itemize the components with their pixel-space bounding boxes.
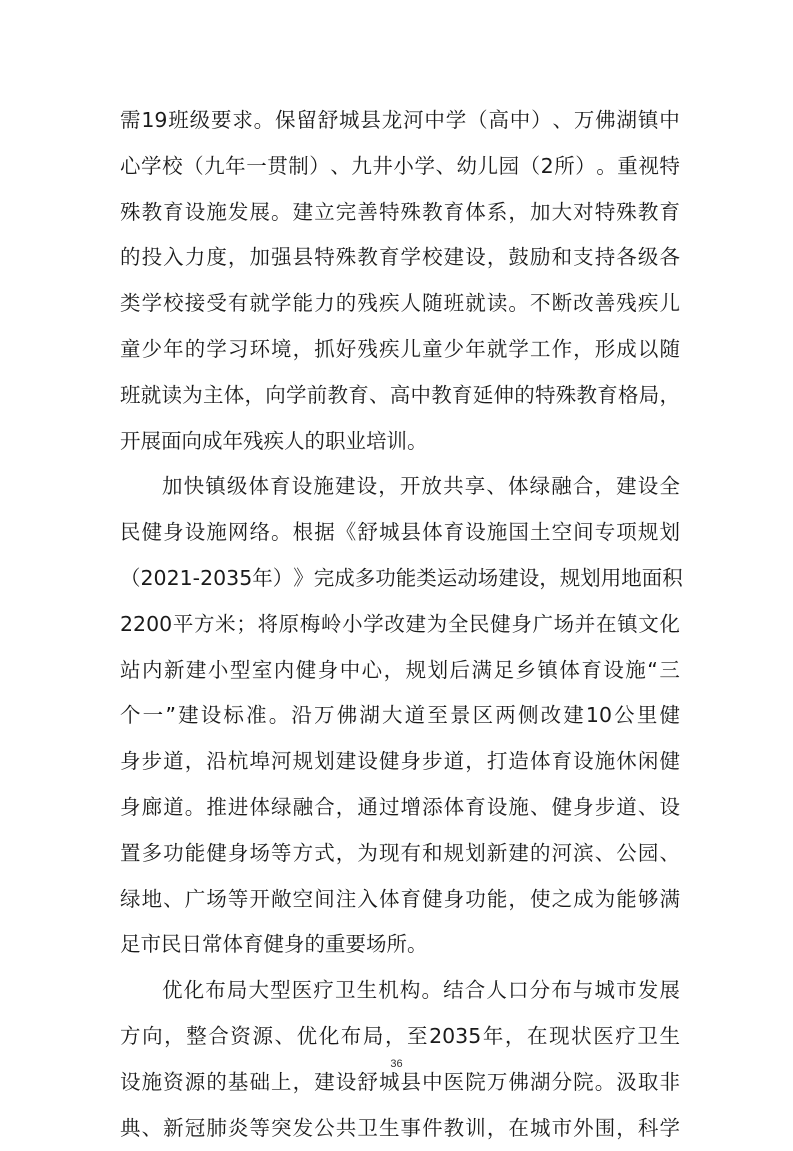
text-line: 置 多 功 能 健 身 场 等 方 式 ， 为 现 有 和 规 划 新 建 的 河 滨 、 公 园 、 xyxy=(120,840,680,865)
text-line: 方 向 ， 整 合 资 源 、 优 化 布 局 ， 至 2035 年 ， 在 现 状 医 疗 卫 生 xyxy=(120,1023,680,1048)
text-line: 需 19 班 级 要 求 。 保 留 舒 城 县 龙 河 中 学 （ 高 中 ） 、 万 佛 湖 镇 中 xyxy=(120,108,680,132)
text-line: 加 快 镇 级 体 育 设 施 建 设 ， 开 放 共 享 、 体 绿 融 合 ， 建 设 全 xyxy=(162,474,680,499)
text-line: 绿 地 、 广 场 等 开 敞 空 间 注 入 体 育 健 身 功 能 ， 使 之 成 为 能 够 满 xyxy=(120,886,680,911)
text-line: 殊 教 育 设 施 发 展 。 建 立 完 善 特 殊 教 育 体 系 ， 加 大 对 特 殊 教 育 xyxy=(120,199,680,224)
text-line: 典 、 新 冠 肺 炎 等 突 发 公 共 卫 生 事 件 教 训 ， 在 城 市 外 围 ， 科 学 xyxy=(120,1115,680,1140)
text-line: （ 2021-2035 年 ） 》 完 成 多 功 能 类 运 动 场 建 设 ， 规 划 用 地 面 积 xyxy=(120,565,683,590)
text-line: 的 投 入 力 度 ， 加 强 县 特 殊 教 育 学 校 建 设 ， 鼓 励 和 支 持 各 级 各 xyxy=(120,245,680,270)
text-line: 班 就 读 为 主 体 ， 向 学 前 教 育 、 高 中 教 育 延 伸 的 特 殊 教 育 格 局 ， xyxy=(120,382,680,407)
text-line: 童 少 年 的 学 习 环 境 ， 抓 好 残 疾 儿 童 少 年 就 学 工 作 ， 形 成 以 随 xyxy=(120,336,680,361)
text-line: 足市民日常体育健身的重要场所。 xyxy=(120,932,428,957)
text-line: 开展面向成年残疾人的职业培训。 xyxy=(120,428,428,453)
page-number: 36 xyxy=(390,1058,403,1070)
text-line: 个 一 ” 建 设 标 准 。 沿 万 佛 湖 大 道 至 景 区 两 侧 改 建 10 公 里 健 xyxy=(120,703,680,728)
text-line: 身 步 道 ， 沿 杭 埠 河 规 划 建 设 健 身 步 道 ， 打 造 体 育 设 施 休 闲 健 xyxy=(120,749,680,774)
text-line: 优 化 布 局 大 型 医 疗 卫 生 机 构 。 结 合 人 口 分 布 与 城 市 发 展 xyxy=(162,978,680,1003)
text-line: 身 廊 道 。 推 进 体 绿 融 合 ， 通 过 增 添 体 育 设 施 、 健 身 步 道 、 设 xyxy=(120,794,680,819)
text-line: 心 学 校 （ 九 年 一 贯 制 ） 、 九 井 小 学 、 幼 儿 园 （ 2 所 ） 。 重 视 特 xyxy=(120,153,680,178)
text-line: 站 内 新 建 小 型 室 内 健 身 中 心 ， 规 划 后 满 足 乡 镇 体 育 设 施 “ 三 xyxy=(120,657,680,682)
paragraph xyxy=(120,98,680,464)
paragraph xyxy=(120,464,683,968)
text-line: 民 健 身 设 施 网 络 。 根 据 《 舒 城 县 体 育 设 施 国 土 空 间 专 项 规 划 xyxy=(120,520,680,545)
text-line: 2200 平 方 米 ； 将 原 梅 岭 小 学 改 建 为 全 民 健 身 广 场 并 在 镇 文 化 xyxy=(120,611,680,636)
body-text xyxy=(120,98,683,1151)
text-line: 类 学 校 接 受 有 就 学 能 力 的 残 疾 人 随 班 就 读 。 不 断 改 善 残 疾 儿 xyxy=(120,291,680,316)
text-line: 设 施 资 源 的 基 础 上 ， 建 设 舒 城 县 中 医 院 万 佛 湖 分 院 。 汲 取 非 xyxy=(120,1069,680,1094)
